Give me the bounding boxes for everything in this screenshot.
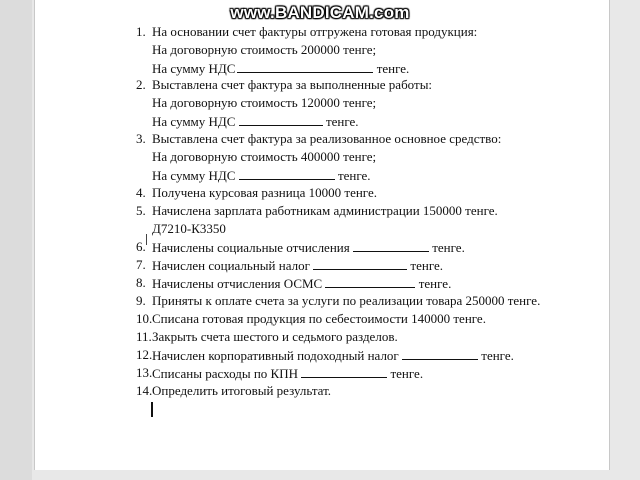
task-text: На договорную стоимость 400000 тенге; — [152, 149, 377, 164]
task-text: Списаны расходы по КПН — [152, 366, 298, 381]
answer-blank[interactable] — [402, 347, 478, 360]
task-number: 14. — [136, 383, 153, 398]
task-number: 2. — [136, 77, 146, 92]
task-number: 6. — [136, 239, 146, 254]
answer-blank[interactable] — [353, 239, 429, 252]
task-text: На основании счет фактуры отгружена готовая продукция: — [152, 24, 478, 39]
task-number: 10. — [136, 311, 153, 326]
task-text-wrap — [152, 365, 423, 382]
task-text: Получена курсовая разница 10000 тенге. — [152, 185, 377, 200]
answer-blank[interactable] — [313, 257, 407, 270]
task-text: Начислен социальный налог — [152, 258, 310, 273]
task-number: 13. — [136, 365, 153, 380]
task-number: 11. — [136, 329, 152, 344]
window-left-gutter — [0, 0, 32, 480]
task-text: На сумму НДС — [152, 168, 236, 183]
task-text-end: тенге. — [432, 240, 465, 255]
answer-blank[interactable] — [237, 60, 373, 73]
task-text: Начислена зарплата работникам администрации 150000 тенге. — [152, 203, 498, 218]
task-number: 8. — [136, 275, 146, 290]
task-text: Начислены социальные отчисления — [152, 240, 350, 255]
task-number: 5. — [136, 203, 146, 218]
task-text-wrap — [152, 239, 465, 256]
task-text: На договорную стоимость 120000 тенге; — [152, 95, 377, 110]
task-text: На договорную стоимость 200000 тенге; — [152, 42, 377, 57]
mouse-ibeam-cursor — [146, 234, 147, 245]
task-text-wrap — [152, 347, 514, 364]
task-text-end: тенге. — [325, 114, 359, 129]
task-number: 7. — [136, 257, 146, 272]
task-text: Приняты к оплате счета за услуги по реализации товара 250000 тенге. — [152, 293, 541, 308]
task-text-end: тенге. — [390, 366, 424, 381]
task-5-entry — [152, 221, 226, 237]
task-2-line-2 — [152, 95, 376, 111]
task-3-line-2 — [152, 149, 376, 165]
task-text-end: тенге. — [337, 168, 371, 183]
task-text-end: тенге. — [410, 258, 444, 273]
task-text-end: тенге. — [481, 348, 514, 363]
task-text: Д7210-К3350 — [152, 221, 226, 236]
task-text: Списана готовая продукция по себестоимости 140000 тенге. — [152, 311, 486, 326]
task-text: На сумму НДС — [152, 114, 236, 129]
task-text-wrap — [152, 275, 451, 292]
answer-blank[interactable] — [301, 365, 387, 378]
task-text: Начислен корпоративный подоходный налог — [152, 348, 399, 363]
bandicam-watermark: www.BANDICAM.com — [230, 3, 410, 22]
task-number: 9. — [136, 293, 146, 308]
task-number: 4. — [136, 185, 146, 200]
task-1-vat-line — [152, 60, 409, 76]
answer-blank[interactable] — [239, 167, 335, 180]
task-text-end: тенге. — [418, 276, 452, 291]
task-text: Начислены отчисления ОСМС — [152, 276, 323, 291]
text-caret — [151, 402, 153, 417]
task-2-vat-line — [152, 113, 359, 129]
task-text: Определить итоговый результат. — [152, 383, 332, 398]
task-text: Выставлена счет фактура за реализованное основное средство: — [152, 131, 502, 146]
task-text-wrap — [152, 257, 443, 274]
answer-blank[interactable] — [239, 113, 323, 126]
task-number: 1. — [136, 24, 146, 39]
task-1-line-2 — [152, 42, 376, 58]
task-3-vat-line — [152, 167, 371, 183]
task-text: На сумму НДС — [152, 61, 236, 76]
task-number: 12. — [136, 347, 153, 362]
task-number: 3. — [136, 131, 146, 146]
task-text: Закрыть счета шестого и седьмого разделов. — [152, 329, 398, 344]
task-text-end: тенге. — [376, 61, 410, 76]
answer-blank[interactable] — [325, 275, 415, 288]
task-text: Выставлена счет фактура за выполненные работы: — [152, 77, 433, 92]
